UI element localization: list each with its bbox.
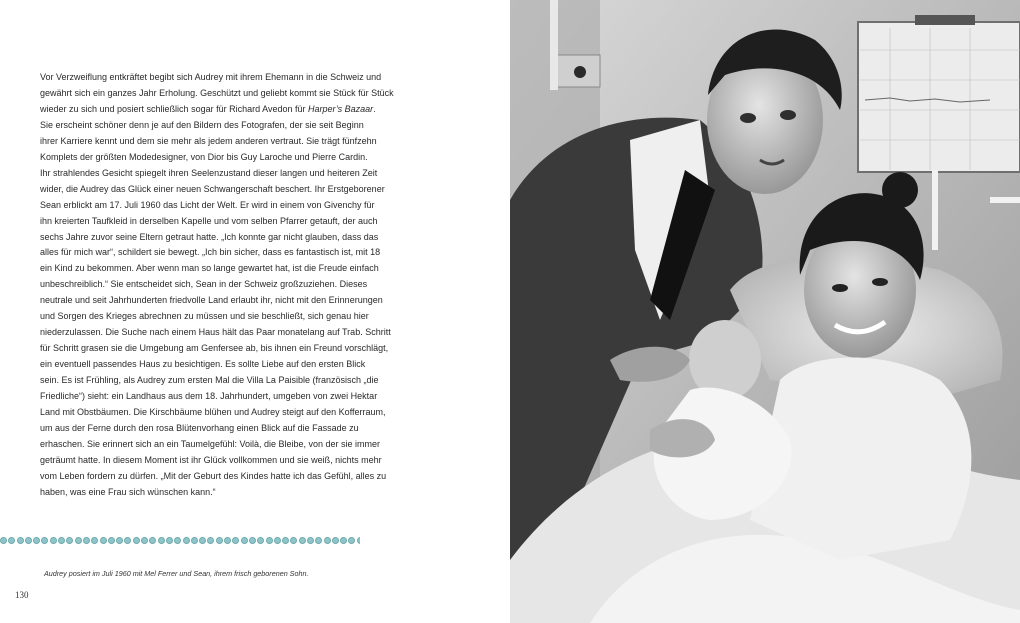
text-line: wider, die Audrey das Glück einer neuen Schwangerschaft beschert. Ihr Erstgeborener <box>40 183 385 194</box>
text-line: niederzulassen. Die Suche nach einem Haus hält das Paar monatelang auf Trab. Schritt <box>40 327 391 338</box>
text-line-part: wieder zu sich und posiert schließlich sogar für Richard Avedon für <box>40 103 308 114</box>
bead <box>224 537 231 544</box>
magazine-title: Harper’s Bazaar <box>307 103 374 114</box>
text-line: sein. Es ist Frühling, als Audrey zum ersten Mal die Villa La Paisible (französisch „die <box>40 375 379 386</box>
text-line: vom Leben fordern zu dürfen. „Mit der Geburt des Kindes hatte ich das Gefühl, alles zu <box>40 470 387 481</box>
bead <box>299 537 306 544</box>
bead <box>282 537 289 544</box>
bead <box>332 537 339 544</box>
decorative-bead-divider <box>0 534 360 546</box>
bead <box>315 537 322 544</box>
text-line: ein eventuell passendes Haus zu besichtigen. Es sollte Liebe auf den ersten Blick <box>40 359 366 370</box>
bead <box>324 537 331 544</box>
bead <box>33 537 40 544</box>
text-line: Friedliche“) sieht: ein Landhaus aus dem 18. Jahrhundert, umgeben von zwei Hektar <box>40 391 378 402</box>
photo-illustration <box>510 0 1020 623</box>
text-line: für Schritt grasen sie die Umgebung am Genfersee ab, bis ihnen ein Freund vorschlägt, <box>40 343 389 354</box>
page-number: 130 <box>15 590 29 600</box>
bead <box>191 537 198 544</box>
bead <box>100 537 107 544</box>
bead <box>241 537 248 544</box>
bead <box>124 537 131 544</box>
bead <box>133 537 140 544</box>
text-line <box>40 102 376 118</box>
text-line: unbeschreiblich.“ Sie entscheidet sich, Sean in der Schweiz großzuziehen. Dieses <box>40 279 368 290</box>
bead <box>183 537 190 544</box>
bead <box>158 537 165 544</box>
text-line: ihn kreierten Taufkleid in derselben Kapelle und vom selben Pfarrer getauft, der auch <box>40 215 378 226</box>
text-line: Vor Verzweiflung entkräftet begibt sich Audrey mit ihrem Ehemann in die Schweiz und <box>40 72 382 82</box>
text-line: gewährt sich ein ganzes Jahr Erholung. Geschützt und geliebt kommt sie Stück für Stück <box>40 87 394 98</box>
text-line: Sean erblickt am 17. Juli 1960 das Licht der Welt. Er wird in einem von Givenchy für <box>40 199 375 210</box>
wall-chart <box>858 15 1020 172</box>
bead <box>108 537 115 544</box>
bead <box>41 537 48 544</box>
bead <box>58 537 65 544</box>
text-line: Sie erscheint schöner denn je auf den Bildern des Fotografen, der sie seit Beginn <box>40 119 364 130</box>
bead <box>66 537 73 544</box>
bead <box>50 537 57 544</box>
bead <box>166 537 173 544</box>
text-line: ihrer Karriere kennt und dem sie mehr als jedem anderen vertraut. Sie trägt fünfzehn <box>40 135 377 146</box>
text-line: Land mit Obstbäumen. Die Kirschbäume blühen und Audrey steigt auf den Kofferraum, <box>40 407 386 418</box>
text-line: und Sorgen des Krieges abrechnen zu müssen und sie beschließt, sich genau hier <box>40 311 369 322</box>
bead <box>257 537 264 544</box>
bead <box>91 537 98 544</box>
bead <box>83 537 90 544</box>
bead <box>0 537 7 544</box>
text-line-part: . <box>373 103 376 114</box>
bead <box>232 537 239 544</box>
text-line: Ihr strahlendes Gesicht spiegelt ihren Seelenzustand dieser langen und heiteren Zeit <box>40 167 378 178</box>
bead <box>340 537 347 544</box>
bead <box>266 537 273 544</box>
text-line: geträumt hatte. In diesem Moment ist ihr Glück vollkommen und sie weiß, nichts mehr <box>40 454 382 465</box>
bead <box>25 537 32 544</box>
text-line: sechs Jahre zuvor seine Eltern getraut hatte. „Ich konnte gar nicht glauben, dass das <box>40 231 379 242</box>
text-line: alles für mich war“, schildert sie bewegt. „Ich bin sicher, dass es fantastisch ist, mit 18 <box>40 247 381 258</box>
bead <box>348 537 355 544</box>
bead <box>199 537 206 544</box>
text-line: ein Kind zu bekommen. Aber wenn man so lange gewartet hat, ist die Freude einfach <box>40 263 379 274</box>
bead <box>357 537 360 544</box>
text-line: um aus der Ferne durch den rosa Blütenvorhang einen Blick auf die Fassade zu <box>40 422 359 433</box>
bead <box>216 537 223 544</box>
bead <box>149 537 156 544</box>
text-line: neutrale und seit Jahrhunderten friedvolle Land erlaubt ihr, nicht mit den Erinnerungen <box>40 295 383 306</box>
bead <box>307 537 314 544</box>
text-line: haben, was eine Frau sich wünschen kann.“ <box>40 486 216 497</box>
bead <box>290 537 297 544</box>
bead <box>207 537 214 544</box>
bead <box>274 537 281 544</box>
photo-audrey-family <box>510 0 1020 623</box>
text-line: Komplets der größten Modedesigner, von Dior bis Guy Laroche und Pierre Cardin. <box>40 151 368 162</box>
bead <box>249 537 256 544</box>
bead <box>141 537 148 544</box>
photo-caption: Audrey posiert im Juli 1960 mit Mel Ferrer und Sean, ihrem frisch geborenen Sohn. <box>44 569 309 578</box>
bead <box>75 537 82 544</box>
body-text <box>40 70 394 501</box>
text-line: erhaschen. Sie erinnert sich an ein Taumelgefühl: Voilà, die Bleibe, von der sie immer <box>40 438 381 449</box>
bead <box>17 537 24 544</box>
bead <box>8 537 15 544</box>
bead <box>174 537 181 544</box>
bead <box>116 537 123 544</box>
